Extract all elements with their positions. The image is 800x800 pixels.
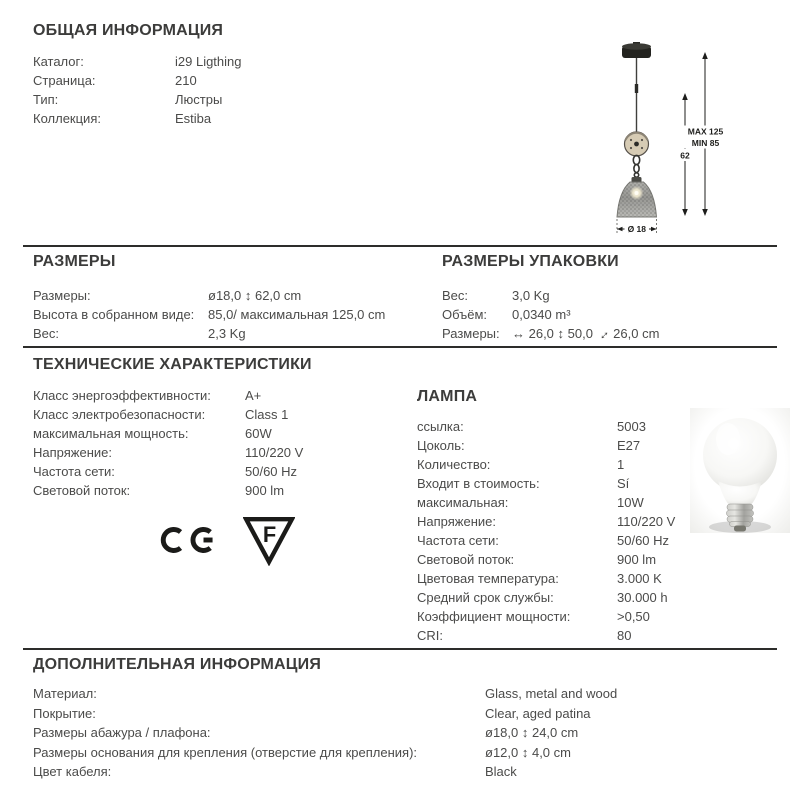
spec-value: 60W — [245, 426, 272, 441]
spec-value: 900 lm — [617, 552, 657, 567]
spec-row — [442, 286, 571, 305]
spec-label: Коэффициент мощности: — [417, 609, 571, 624]
spec-label: Размеры основания для крепления (отверстие для крепления): — [33, 744, 418, 760]
spec-row — [417, 436, 675, 455]
spec-label: Вес: — [442, 288, 469, 303]
spec-row — [33, 723, 617, 743]
spec-value: 5003 — [617, 419, 646, 434]
spec-value: 3.000 K — [617, 571, 662, 586]
spec-value: 110/220 V — [617, 514, 676, 529]
spec-row — [33, 462, 303, 481]
spec-label: Напряжение: — [33, 445, 112, 460]
spec-row — [417, 588, 675, 607]
spec-label: Материал: — [33, 686, 97, 701]
spec-row — [417, 550, 675, 569]
spec-label: Напряжение: — [417, 514, 496, 529]
spec-row — [33, 305, 385, 324]
spec-row — [442, 305, 571, 324]
glass-shade — [617, 177, 657, 217]
hook-links — [633, 155, 639, 177]
spec-value: 50/60 Hz — [617, 533, 670, 548]
additional-info-rows — [33, 684, 617, 782]
spec-value: ø18,0 ↕ 62,0 cm — [208, 288, 302, 303]
spec-value: 900 lm — [245, 483, 285, 498]
spec-row — [417, 493, 675, 512]
dimensions-rows — [33, 286, 385, 343]
spec-row — [33, 324, 385, 343]
spec-label: Частота сети: — [33, 464, 115, 479]
spec-value: Люстры — [175, 92, 223, 107]
spec-label: Размеры абажура / плафона: — [33, 725, 211, 740]
spec-label: Цвет кабеля: — [33, 764, 112, 779]
technical-title: ТЕХНИЧЕСКИЕ ХАРАКТЕРИСТИКИ — [33, 356, 312, 373]
spec-row — [33, 109, 242, 128]
spec-value: Class 1 — [245, 407, 289, 422]
spec-row — [417, 626, 675, 645]
ceiling-canopy — [622, 42, 651, 58]
spec-value: 10W — [617, 495, 644, 510]
spec-value: 50/60 Hz — [245, 464, 298, 479]
spec-row — [33, 52, 242, 71]
spec-label: ссылка: — [417, 419, 464, 434]
spec-value: ø18,0 ↕ 24,0 cm — [485, 725, 579, 740]
spec-row — [33, 704, 617, 724]
spec-label: Размеры: — [33, 288, 91, 303]
spec-row — [33, 762, 617, 782]
spec-value: Glass, metal and wood — [485, 686, 618, 701]
spec-row — [33, 90, 242, 109]
spec-row — [33, 405, 303, 424]
led-bulb-image — [690, 408, 790, 533]
spec-value: 3,0 Kg — [512, 288, 550, 303]
spec-row — [33, 424, 303, 443]
spec-label: Средний срок службы: — [417, 590, 554, 605]
spec-label: Световой поток: — [417, 552, 515, 567]
min-height-label: MIN 85 — [691, 138, 720, 148]
spec-row — [33, 386, 303, 405]
dimensions-title: РАЗМЕРЫ — [33, 253, 116, 270]
spec-label: Размеры: — [442, 326, 500, 341]
spec-value: 80 — [617, 628, 632, 643]
diagonal-arrow-icon: ↔ — [592, 323, 613, 344]
wood-pulley — [625, 132, 649, 156]
ce-mark-icon — [160, 521, 218, 559]
spec-label: Класс энергоэффективности: — [33, 388, 211, 403]
spec-value: 30.000 h — [617, 590, 668, 605]
package-dimensions-title: РАЗМЕРЫ УПАКОВКИ — [442, 253, 619, 270]
general-info-title: ОБЩАЯ ИНФОРМАЦИЯ — [33, 22, 224, 39]
spec-value: Clear, aged patina — [485, 705, 591, 721]
spec-row — [417, 417, 675, 436]
spec-row — [442, 324, 659, 343]
spec-value: 2,3 Kg — [208, 326, 246, 341]
spec-label: максимальная: — [417, 495, 509, 510]
spec-label: максимальная мощность: — [33, 426, 189, 441]
spec-value: 110/220 V — [245, 445, 304, 460]
spec-label: Вес: — [33, 326, 60, 341]
spec-label: Световой поток: — [33, 483, 131, 498]
spec-value: 210 — [175, 73, 197, 88]
spec-row — [33, 443, 303, 462]
spec-label: Объём: — [442, 307, 488, 322]
spec-row — [33, 286, 385, 305]
spec-value: ↔ 26,0 ↕ 50,0 ↔ 26,0 cm — [512, 323, 660, 344]
max-height-label: MAX 125 — [687, 126, 724, 137]
spec-label: Высота в собранном виде: — [33, 307, 195, 322]
spec-row — [417, 569, 675, 588]
spec-row — [417, 512, 675, 531]
spec-label: Каталог: — [33, 54, 84, 69]
spec-label: Класс электробезопасности: — [33, 407, 206, 422]
spec-row — [417, 474, 675, 493]
section-divider — [23, 346, 777, 348]
spec-value: 85,0/ максимальная 125,0 cm — [208, 307, 386, 322]
technical-rows — [33, 386, 303, 500]
spec-label: Покрытие: — [33, 705, 96, 721]
spec-row — [417, 607, 675, 626]
spec-value: >0,50 — [617, 609, 650, 624]
spec-value: i29 Ligthing — [175, 54, 242, 69]
spec-label: Количество: — [417, 457, 491, 472]
package-rows — [442, 286, 571, 324]
spec-row — [417, 455, 675, 474]
spec-value: Sí — [617, 476, 630, 491]
lamp-title: ЛАМПА — [417, 388, 478, 405]
diameter-dimension-label: Ø 18 — [627, 224, 647, 234]
spec-row — [33, 743, 617, 763]
section-divider — [23, 648, 777, 650]
spec-value: Black — [485, 764, 517, 779]
general-info-rows — [33, 52, 242, 128]
lamp-rows — [417, 417, 675, 645]
section-divider — [23, 245, 777, 247]
spec-row — [33, 71, 242, 90]
f-mark-letter: F — [262, 522, 277, 548]
spec-label: Коллекция: — [33, 111, 101, 126]
spec-value: 1 — [617, 457, 625, 472]
spec-value: E27 — [617, 438, 641, 453]
f-mark-icon — [243, 514, 295, 566]
spec-label: CRI: — [417, 628, 443, 643]
spec-value: Estiba — [175, 111, 212, 126]
spec-row — [33, 481, 303, 500]
spec-row — [417, 531, 675, 550]
spec-label: Цоколь: — [417, 438, 465, 453]
spec-label: Входит в стоимость: — [417, 476, 540, 491]
spec-value: A+ — [245, 388, 262, 403]
spec-row — [33, 684, 617, 704]
spec-value: 0,0340 m³ — [512, 307, 571, 322]
pendant-lamp-diagram — [598, 40, 783, 245]
spec-label: Страница: — [33, 73, 96, 88]
fixed-height-label: 62 — [680, 150, 690, 161]
additional-info-title: ДОПОЛНИТЕЛЬНАЯ ИНФОРМАЦИЯ — [33, 656, 322, 673]
spec-label: Частота сети: — [417, 533, 499, 548]
spec-value: ø12,0 ↕ 4,0 cm — [485, 744, 571, 760]
spec-label: Тип: — [33, 92, 59, 107]
spec-label: Цветовая температура: — [417, 571, 559, 586]
